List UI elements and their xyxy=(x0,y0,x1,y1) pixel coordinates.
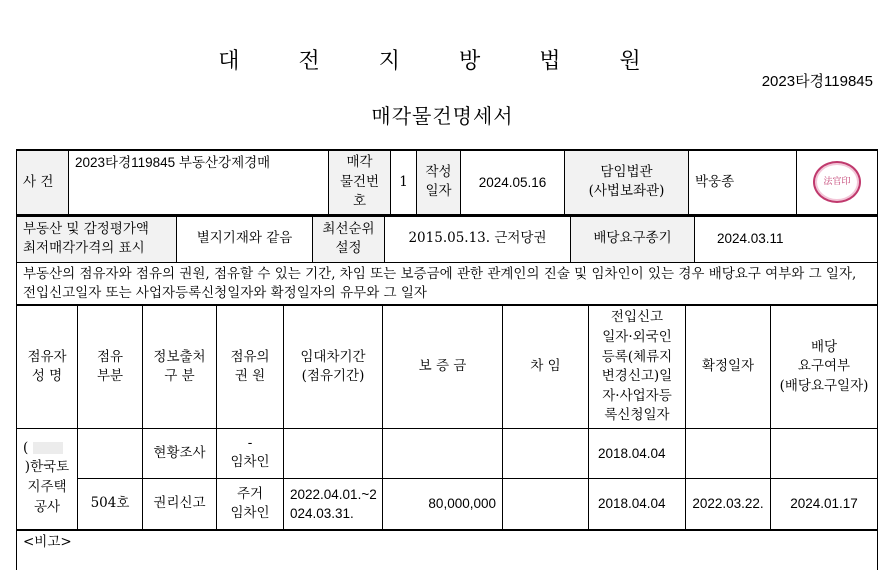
occupant-name: )한국토 지주택 공사 xyxy=(24,459,70,515)
column-header-row xyxy=(17,306,878,428)
court-name: 대 전 지 방 법 원 xyxy=(218,49,667,74)
occupant-table xyxy=(16,305,878,570)
column-header: 전입신고 일자·외국인 등록(체류지 변경신고)일 자·사업자등 록신청일자 xyxy=(589,306,686,428)
period-cell: 2022.04.01.~2 024.03.31. xyxy=(284,478,383,530)
priority-value: 2015.05.13. 근저당권 xyxy=(385,216,571,262)
deadline-value: 2024.03.11 xyxy=(695,216,878,262)
document-title: 매각물건명세서 xyxy=(371,104,514,128)
occupant-name-prefix: ( xyxy=(23,439,29,456)
remarks-label: <비고> xyxy=(17,530,878,570)
deposit-cell xyxy=(383,428,503,478)
priority-label: 최선순위 설정 xyxy=(313,216,385,262)
source-cell: 권리신고 xyxy=(143,478,217,530)
rent-cell xyxy=(503,478,589,530)
case-value: 2023타경119845 부동산강제경매 xyxy=(69,150,329,215)
judge-label: 담임법관 (사법보좌관) xyxy=(565,150,689,215)
column-header: 점유자 성 명 xyxy=(17,306,78,428)
title-cell: - 임차인 xyxy=(217,428,284,478)
seal-cell xyxy=(797,150,878,215)
period-cell xyxy=(284,428,383,478)
property-value: 별지기재와 같음 xyxy=(177,216,313,262)
case-info-table xyxy=(16,149,878,216)
column-header: 점유 부분 xyxy=(78,306,143,428)
part-cell: 504호 xyxy=(78,478,143,530)
deadline-label: 배당요구종기 xyxy=(571,216,695,262)
part-cell xyxy=(78,428,143,478)
move-in-cell: 2018.04.04 xyxy=(589,428,686,478)
column-header: 점유의 권 원 xyxy=(217,306,284,428)
redacted-name xyxy=(33,442,63,454)
column-header: 보 증 금 xyxy=(383,306,503,428)
judge-seal-icon: 法官印 xyxy=(813,161,861,203)
fixed-date-cell xyxy=(686,428,771,478)
table-row xyxy=(17,428,878,478)
notice-text: 부동산의 점유자와 점유의 권원, 점유할 수 있는 기간, 차임 또는 보증금에 관한 관계인의 진술 및 임차인이 있는 경우 배당요구 여부와 그 일자, 전입신고일자 또는 사업자등록신청일자와 확정일자의 유무와 그 일자 xyxy=(17,262,878,305)
source-cell: 현황조사 xyxy=(143,428,217,478)
column-header: 차 임 xyxy=(503,306,589,428)
column-header: 배당 요구여부 (배당요구일자) xyxy=(771,306,878,428)
case-label: 사 건 xyxy=(17,150,69,215)
remarks-row xyxy=(17,530,878,570)
written-date-value: 2024.05.16 xyxy=(461,150,565,215)
deposit-cell: 80,000,000 xyxy=(383,478,503,530)
sale-item-statement xyxy=(16,149,877,570)
judge-name: 박웅종 xyxy=(689,150,797,215)
rent-cell xyxy=(503,428,589,478)
dividend-cell xyxy=(771,428,878,478)
column-header: 임대차기간 (점유기간) xyxy=(284,306,383,428)
occupant-name-cell xyxy=(17,428,78,530)
property-label: 부동산 및 감정평가액 최저매각가격의 표시 xyxy=(17,216,177,262)
fixed-date-cell: 2022.03.22. xyxy=(686,478,771,530)
case-number: 2023타경119845 xyxy=(761,73,873,90)
column-header: 확정일자 xyxy=(686,306,771,428)
item-no-label: 매각 물건번호 xyxy=(329,150,391,215)
move-in-cell: 2018.04.04 xyxy=(589,478,686,530)
title-cell: 주거 임차인 xyxy=(217,478,284,530)
item-no-value: 1 xyxy=(391,150,417,215)
property-info-table xyxy=(16,216,878,306)
written-date-label: 작성 일자 xyxy=(417,150,461,215)
table-row xyxy=(17,478,878,530)
dividend-cell: 2024.01.17 xyxy=(771,478,878,530)
column-header: 정보출처 구 분 xyxy=(143,306,217,428)
